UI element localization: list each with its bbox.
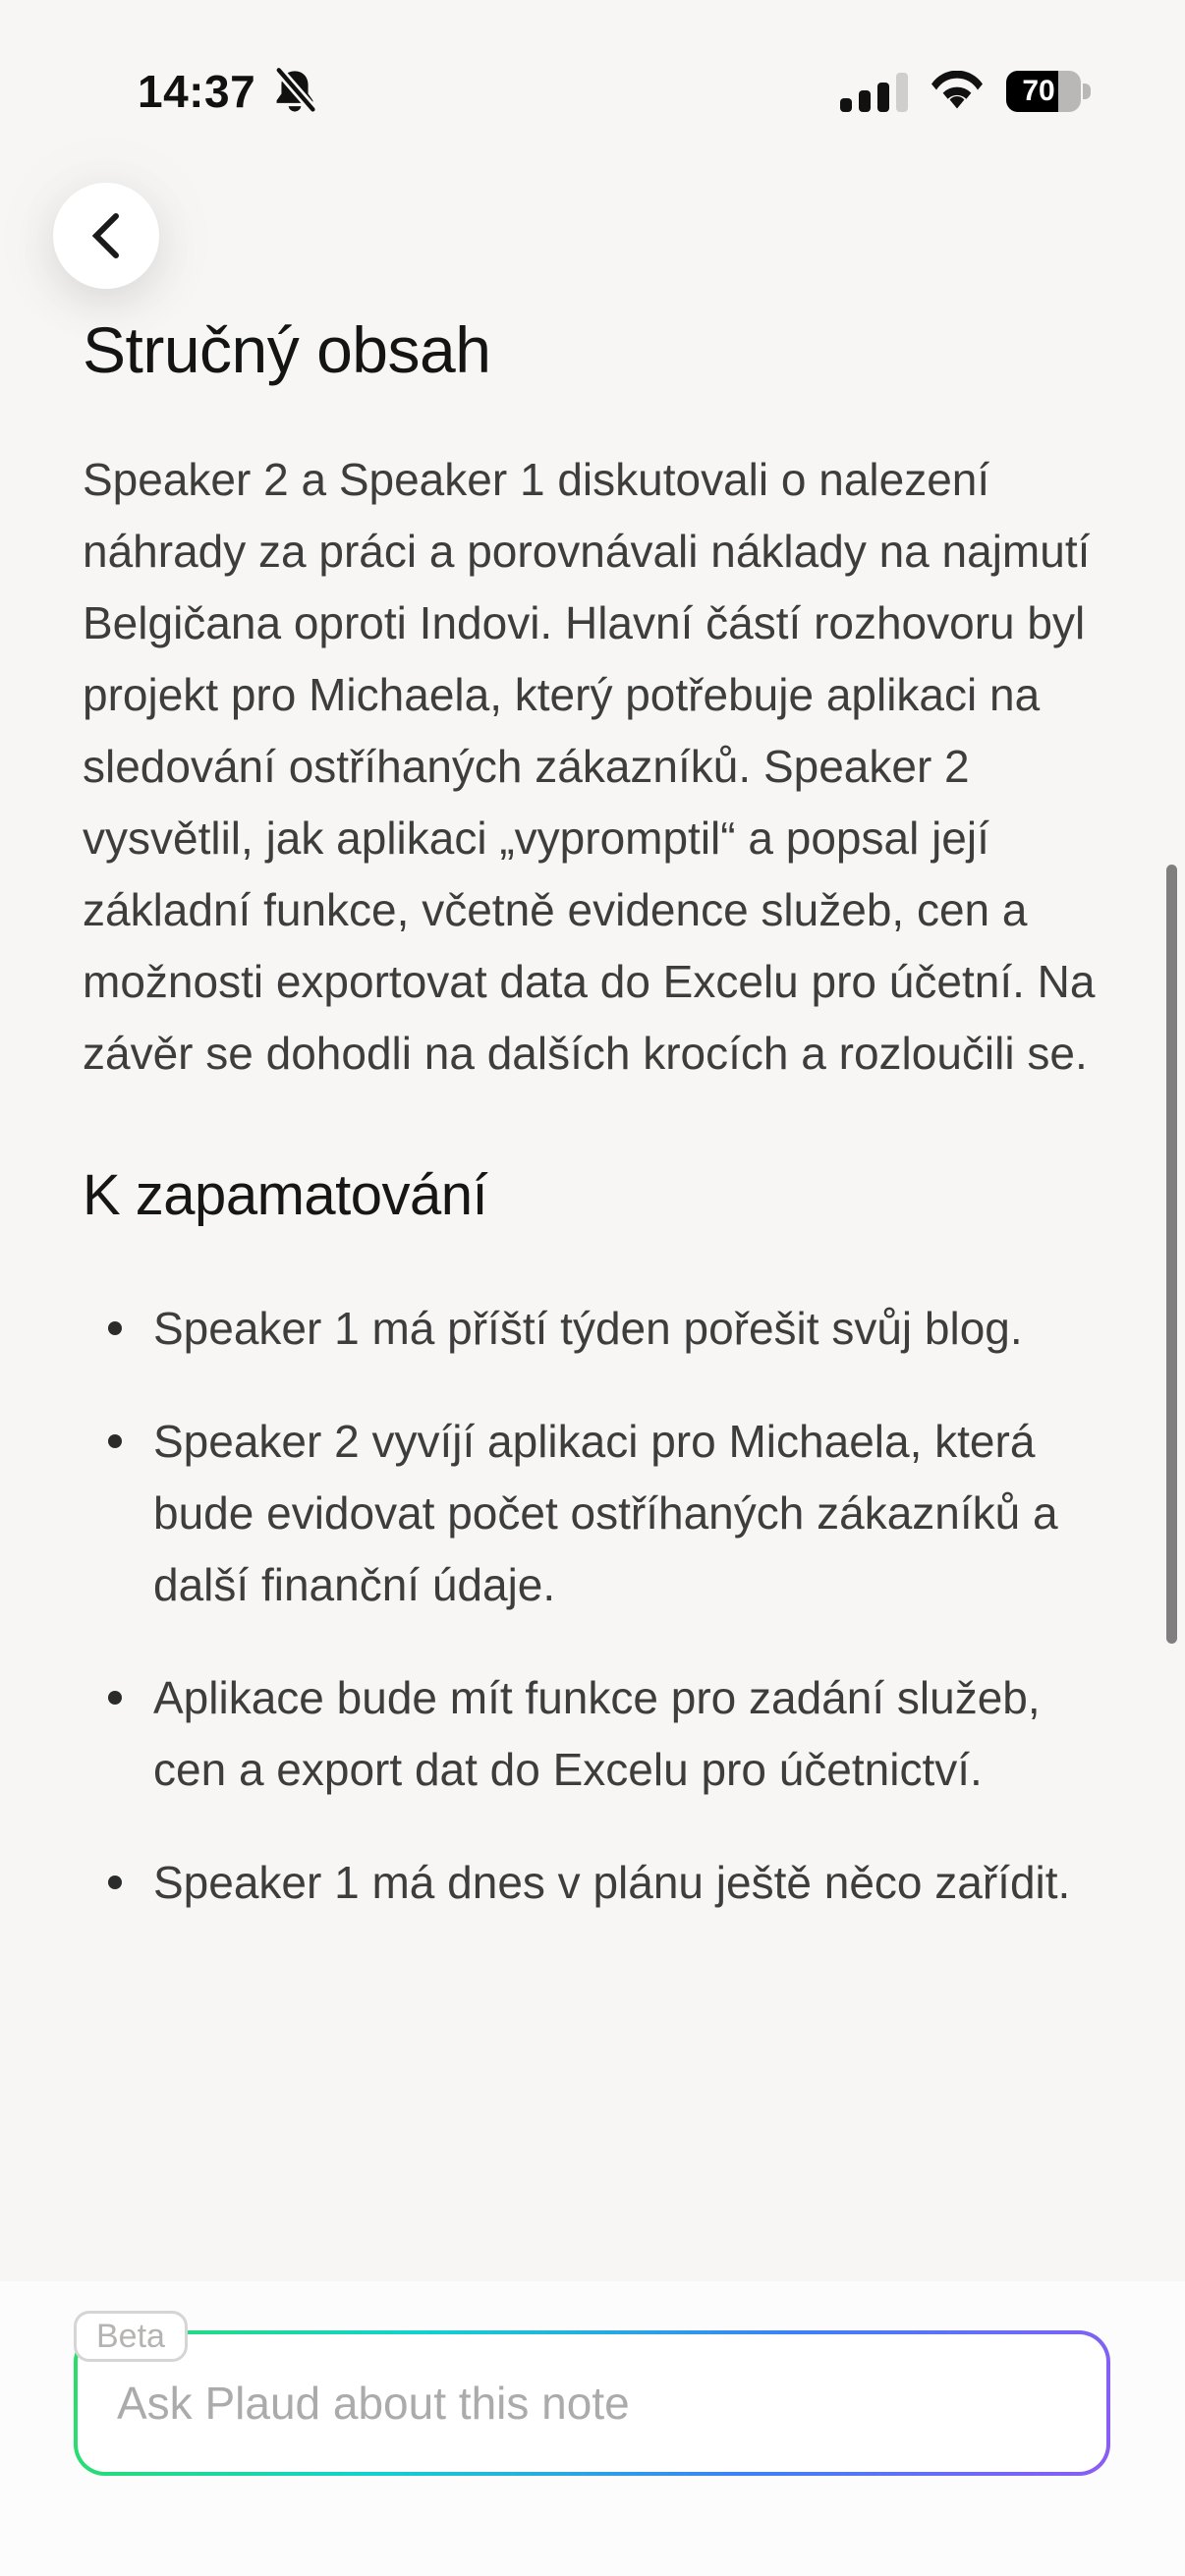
back-button[interactable] bbox=[53, 183, 159, 289]
list-item: Speaker 2 vyvíjí aplikaci pro Michaela, která bude evidovat počet ostříhaných zákazníků a další finanční údaje. bbox=[83, 1406, 1104, 1621]
scrollbar-thumb[interactable] bbox=[1166, 865, 1177, 1644]
status-bar bbox=[0, 57, 1185, 126]
cellular-signal-icon bbox=[840, 73, 908, 112]
list-item: Aplikace bude mít funkce pro zadání služeb, cen a export dat do Excelu pro účetnictví. bbox=[83, 1662, 1104, 1806]
ask-plaud-input[interactable] bbox=[78, 2334, 1106, 2472]
wifi-icon bbox=[930, 71, 985, 112]
list-item: Speaker 1 má příští týden pořešit svůj blog. bbox=[83, 1293, 1104, 1365]
status-bar-right bbox=[840, 71, 1091, 112]
beta-badge: Beta bbox=[74, 2311, 188, 2362]
battery-percent: 70 bbox=[1022, 75, 1055, 107]
takeaways-title: K zapamatování bbox=[83, 1163, 488, 1227]
note-summary-content bbox=[83, 312, 1104, 1960]
notifications-muted-bell-icon bbox=[269, 66, 320, 117]
summary-title: Stručný obsah bbox=[83, 313, 491, 386]
battery-icon bbox=[1006, 71, 1091, 112]
chevron-left-icon bbox=[85, 208, 128, 263]
ask-plaud-bar bbox=[0, 2281, 1185, 2576]
clock-time: 14:37 bbox=[138, 66, 256, 117]
takeaways-list bbox=[83, 1293, 1104, 1919]
status-bar-left bbox=[138, 65, 320, 118]
summary-paragraph: Speaker 2 a Speaker 1 diskutovali o nalezení náhrady za práci a porovnávali náklady na najmutí Belgičana oproti Indovi. Hlavní částí rozhovoru byl projekt pro Michaela, který potřebuje aplikaci na sledování ostříhaných zákazníků. Speaker 2 vysvětlil, jak aplikaci „vypromptil“ a popsal její základní funkce, včetně evidence služeb, cen a možnosti exportovat data do Excelu pro účetní. Na závěr se dohodli na dalších krocích a rozloučili se. bbox=[83, 454, 1096, 1079]
ask-input-container bbox=[74, 2317, 1110, 2476]
list-item: Speaker 1 má dnes v plánu ještě něco zařídit. bbox=[83, 1847, 1104, 1919]
